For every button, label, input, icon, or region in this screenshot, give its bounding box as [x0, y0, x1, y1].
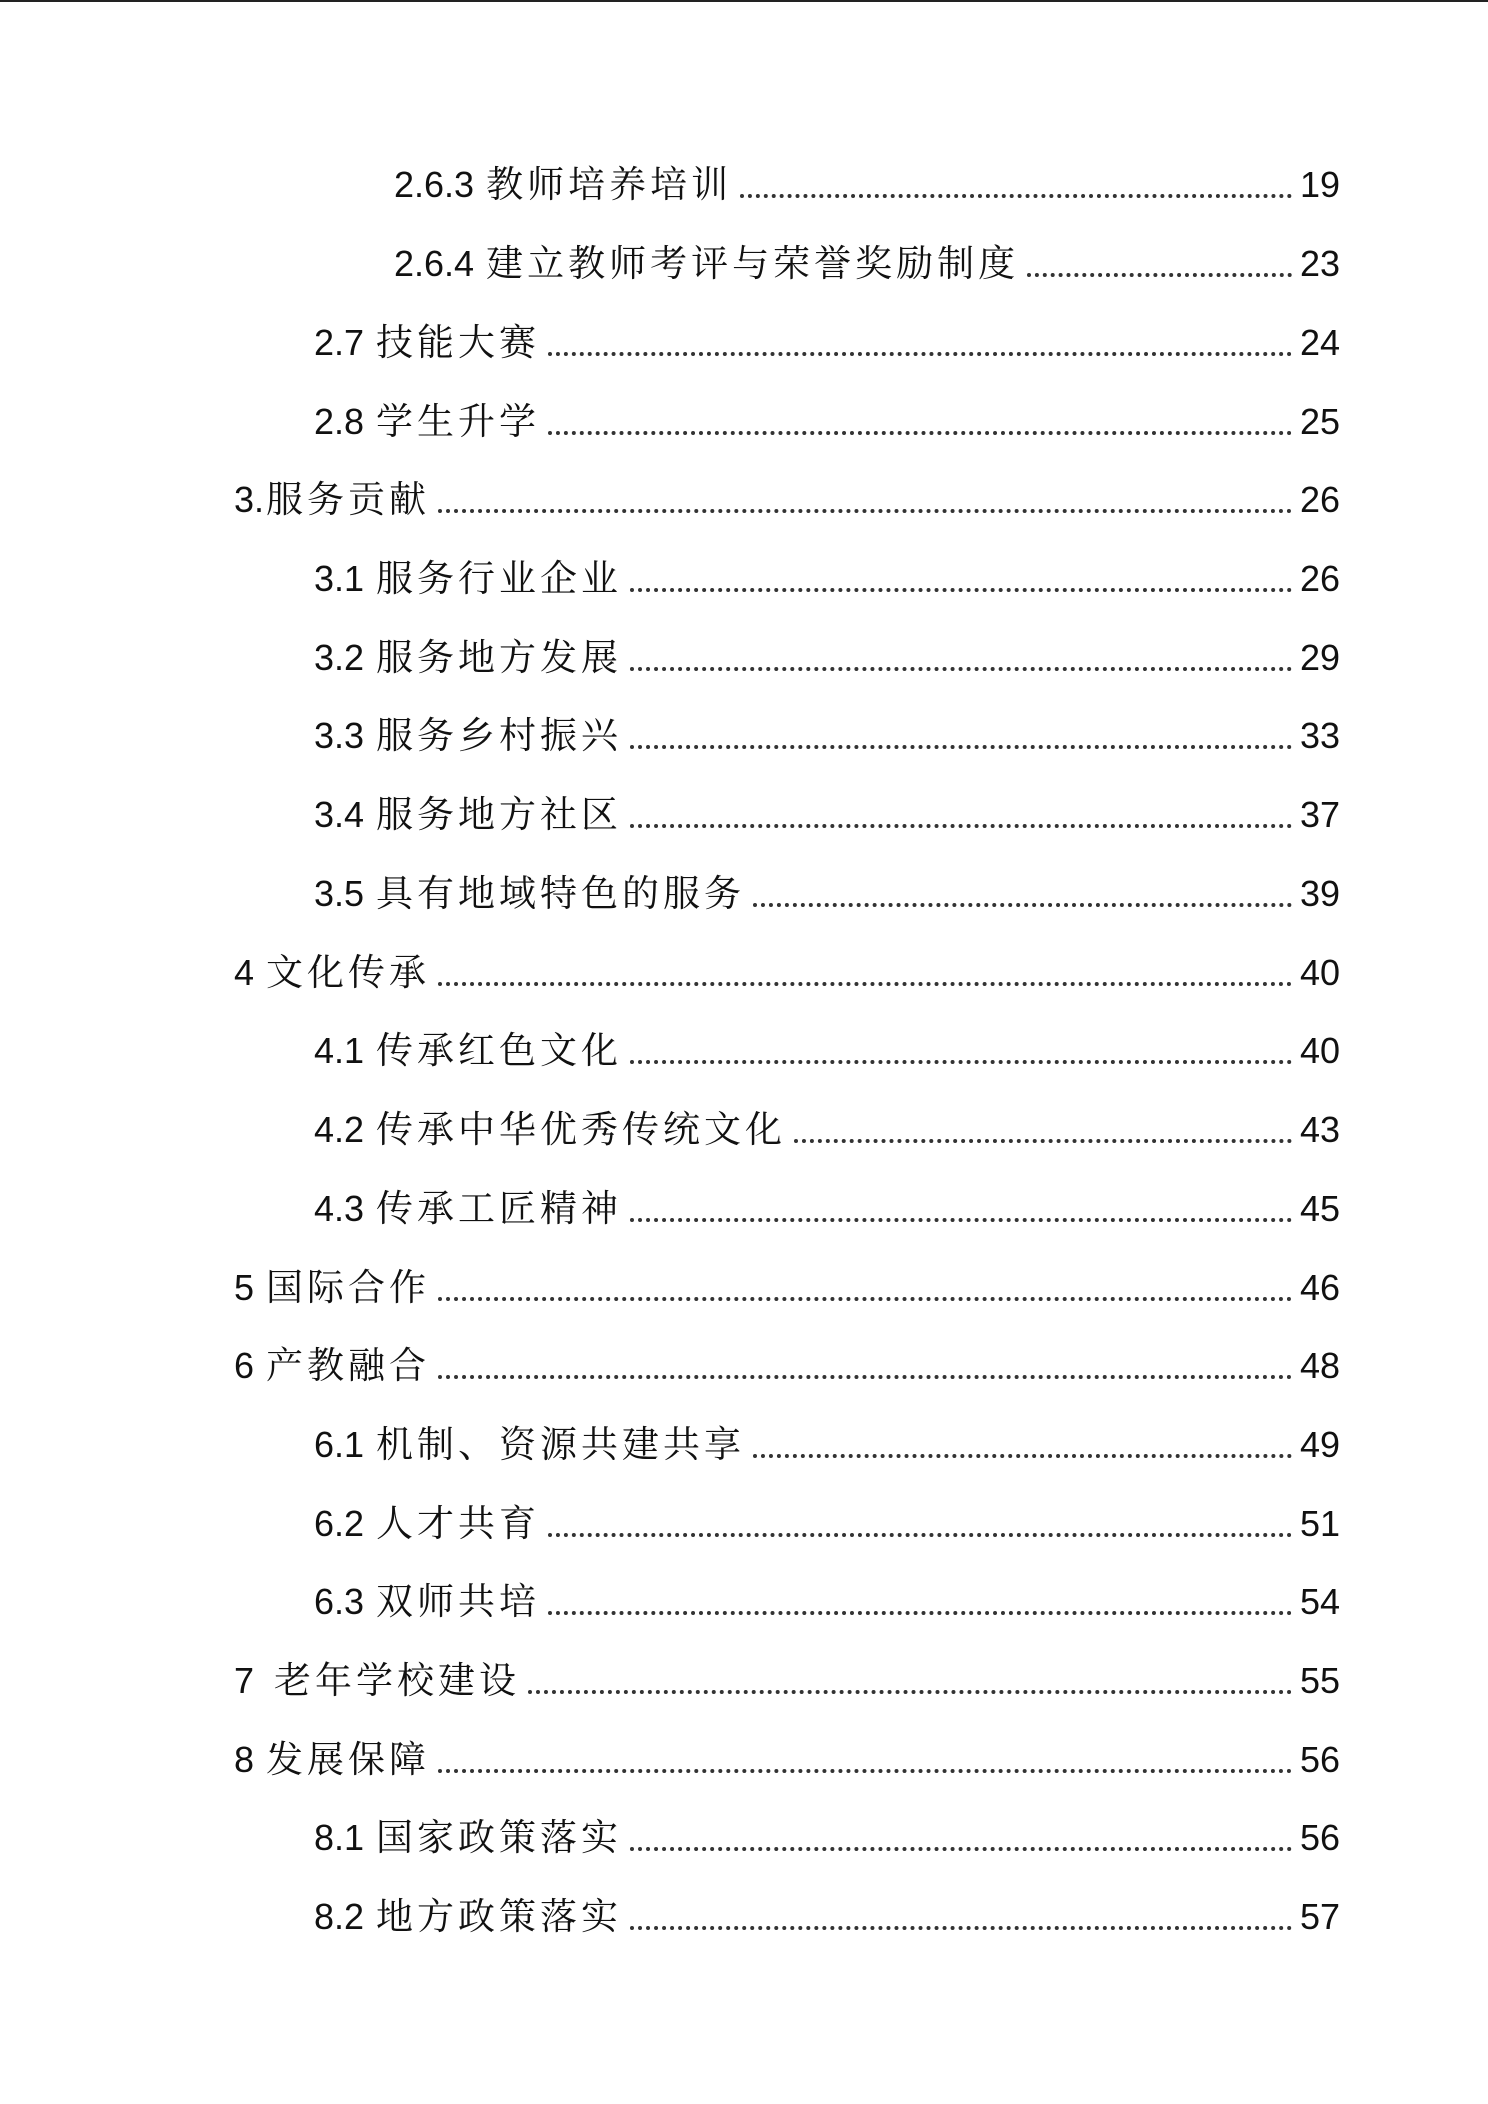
toc-entry-number: 2.7: [314, 322, 365, 363]
toc-entry-number: 6: [234, 1345, 255, 1386]
toc-entry-number: 7: [234, 1660, 255, 1701]
toc-dot-leader: [630, 745, 1292, 749]
toc-dot-leader: [630, 1060, 1292, 1064]
toc-entry-2-7[interactable]: [314, 318, 1340, 368]
toc-entry-page: 25: [1299, 401, 1340, 442]
toc-entry-6[interactable]: [234, 1341, 1340, 1391]
toc-entry-title: 国家政策落实: [376, 1816, 623, 1859]
toc-entry-8-2[interactable]: [314, 1892, 1340, 1942]
toc-entry-page: 57: [1299, 1896, 1340, 1937]
toc-entry-number: 5: [234, 1267, 255, 1308]
toc-entry-number: 4.2: [314, 1109, 365, 1150]
toc-dot-leader: [548, 352, 1292, 356]
toc-entry-title: 建立教师考评与荣誉奖励制度: [486, 242, 1020, 285]
toc-dot-leader: [528, 1690, 1292, 1694]
toc-entry-page: 56: [1299, 1739, 1340, 1780]
toc-entry-title: 双师共培: [376, 1580, 541, 1623]
toc-entry-title: 传承红色文化: [376, 1029, 623, 1072]
toc-entry-page: 54: [1299, 1581, 1340, 1622]
toc-entry-2-6-3[interactable]: [394, 160, 1340, 210]
toc-entry-number: 6.2: [314, 1503, 365, 1544]
toc-entry-6-2[interactable]: [314, 1499, 1340, 1549]
toc-entry-4-1[interactable]: [314, 1026, 1340, 1076]
toc-entry-page: 33: [1299, 715, 1340, 756]
toc-entry-number: 4: [234, 952, 255, 993]
toc-dot-leader: [630, 588, 1292, 592]
toc-dot-leader: [548, 1611, 1292, 1615]
toc-entry-title: 服务地方社区: [376, 793, 623, 836]
toc-entry-number: 6.3: [314, 1581, 365, 1622]
toc-dot-leader: [630, 1218, 1292, 1222]
toc-entry-4-3[interactable]: [314, 1184, 1340, 1234]
toc-entry-3-5[interactable]: [314, 869, 1340, 919]
toc-entry-6-3[interactable]: [314, 1577, 1340, 1627]
toc-dot-leader: [630, 1847, 1292, 1851]
toc-dot-leader: [740, 194, 1292, 198]
toc-dot-leader: [794, 1139, 1292, 1143]
toc-entry-title: 服务乡村振兴: [376, 714, 623, 757]
toc-entry-title: 传承工匠精神: [376, 1187, 623, 1230]
toc-entry-page: 48: [1299, 1345, 1340, 1386]
toc-entry-title: 国际合作: [266, 1266, 431, 1309]
toc-entry-5[interactable]: [234, 1263, 1340, 1313]
toc-entry-page: 39: [1299, 873, 1340, 914]
toc-entry-title: 服务行业企业: [376, 557, 623, 600]
toc-entry-title: 发展保障: [266, 1738, 431, 1781]
toc-entry-number: 8.1: [314, 1817, 365, 1858]
toc-entry-3-4[interactable]: [314, 790, 1340, 840]
toc-entry-number: 4.3: [314, 1188, 365, 1229]
toc-dot-leader: [753, 1454, 1292, 1458]
toc-entry-page: 45: [1299, 1188, 1340, 1229]
toc-entry-page: 40: [1299, 952, 1340, 993]
toc-dot-leader: [438, 1297, 1292, 1301]
toc-entry-number: 3.1: [314, 558, 365, 599]
toc-entry-page: 49: [1299, 1424, 1340, 1465]
toc-entry-number: 4.1: [314, 1030, 365, 1071]
toc-entry-number: 2.8: [314, 401, 365, 442]
toc-entry-page: 29: [1299, 637, 1340, 678]
toc-entry-page: 56: [1299, 1817, 1340, 1858]
toc-entry-number: 8.2: [314, 1896, 365, 1937]
toc-entry-title: 服务贡献: [266, 478, 431, 521]
toc-dot-leader: [438, 509, 1292, 513]
toc-entry-title: 机制、资源共建共享: [376, 1423, 746, 1466]
toc-entry-page: 43: [1299, 1109, 1340, 1150]
toc-entry-7[interactable]: [234, 1656, 1340, 1706]
toc-entry-title: 产教融合: [266, 1344, 431, 1387]
toc-entry-number: 3.5: [314, 873, 365, 914]
toc-entry-2-8[interactable]: [314, 397, 1340, 447]
toc-entry-number: 3.3: [314, 715, 365, 756]
toc-dot-leader: [438, 1375, 1292, 1379]
toc-entry-page: 19: [1299, 164, 1340, 205]
toc-entry-4[interactable]: [234, 948, 1340, 998]
toc-entry-page: 26: [1299, 558, 1340, 599]
toc-entry-3-1[interactable]: [314, 554, 1340, 604]
toc-entry-title: 人才共育: [376, 1502, 541, 1545]
toc-entry-title: 文化传承: [266, 951, 431, 994]
toc-entry-number: 2.6.4: [394, 243, 475, 284]
toc-dot-leader: [630, 1926, 1292, 1930]
toc-entry-page: 55: [1299, 1660, 1340, 1701]
toc-entry-title: 地方政策落实: [376, 1895, 623, 1938]
toc-entry-2-6-4[interactable]: [394, 239, 1340, 289]
toc-entry-3[interactable]: [234, 475, 1340, 525]
toc-entry-number: 6.1: [314, 1424, 365, 1465]
toc-entry-title: 学生升学: [376, 400, 541, 443]
toc-entry-title: 服务地方发展: [376, 636, 623, 679]
toc-entry-3-2[interactable]: [314, 633, 1340, 683]
toc-entry-title: 具有地域特色的服务: [376, 872, 746, 915]
toc-dot-leader: [548, 1533, 1292, 1537]
toc-entry-title: 教师培养培训: [486, 163, 733, 206]
toc-dot-leader: [630, 667, 1292, 671]
toc-entry-page: 40: [1299, 1030, 1340, 1071]
toc-entry-number: 3.2: [314, 637, 365, 678]
toc-entry-number: 3.: [234, 479, 265, 520]
toc-entry-number: 2.6.3: [394, 164, 475, 205]
toc-dot-leader: [548, 431, 1292, 435]
toc-entry-number: 3.4: [314, 794, 365, 835]
toc-entry-page: 37: [1299, 794, 1340, 835]
toc-entry-page: 51: [1299, 1503, 1340, 1544]
toc-entry-page: 46: [1299, 1267, 1340, 1308]
toc-entry-8[interactable]: [234, 1735, 1340, 1785]
toc-entry-number: 8: [234, 1739, 255, 1780]
toc-entry-title: 老年学校建设: [274, 1659, 521, 1702]
toc-dot-leader: [438, 1769, 1292, 1773]
toc-dot-leader: [753, 903, 1292, 907]
toc-dot-leader: [438, 982, 1292, 986]
toc-entry-3-3[interactable]: [314, 711, 1340, 761]
toc-entry-8-1[interactable]: [314, 1813, 1340, 1863]
toc-entry-title: 传承中华优秀传统文化: [376, 1108, 787, 1151]
toc-entry-page: 26: [1299, 479, 1340, 520]
page-top-border: [0, 0, 1488, 2]
toc-dot-leader: [630, 824, 1292, 828]
toc-entry-title: 技能大赛: [376, 321, 541, 364]
toc-entry-page: 24: [1299, 322, 1340, 363]
toc-dot-leader: [1027, 273, 1292, 277]
toc-entry-4-2[interactable]: [314, 1105, 1340, 1155]
toc-entry-6-1[interactable]: [314, 1420, 1340, 1470]
toc-entry-page: 23: [1299, 243, 1340, 284]
